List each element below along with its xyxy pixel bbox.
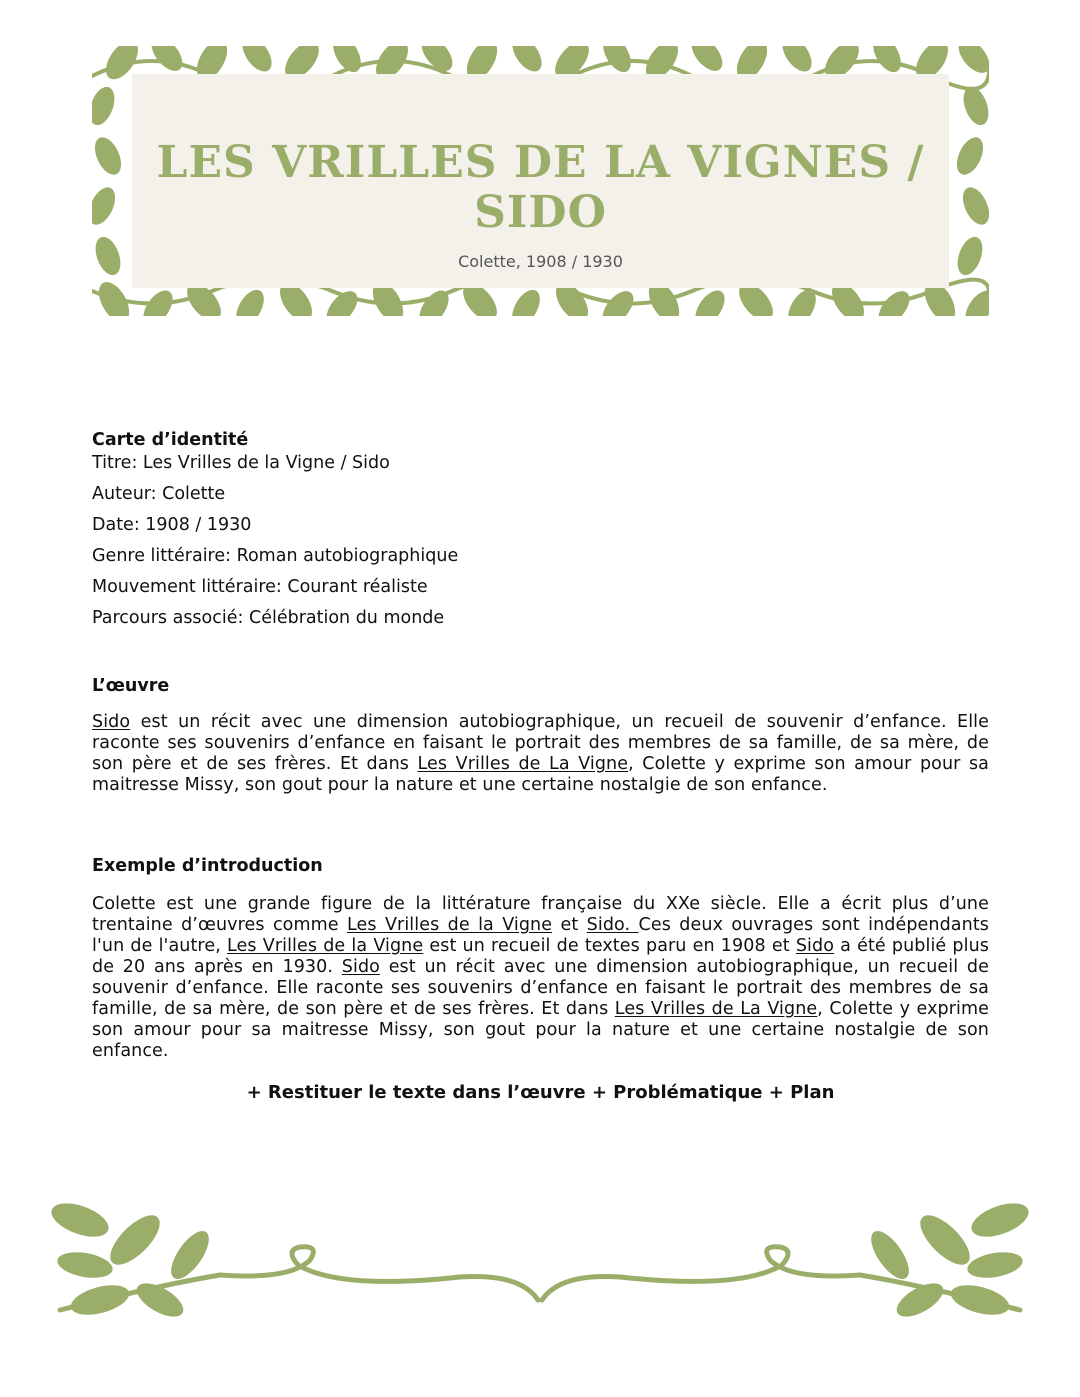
identity-heading: Carte d’identité xyxy=(92,430,249,450)
work-title-sido: Sido. xyxy=(586,915,639,935)
work-title-vrilles: Les Vrilles de La Vigne xyxy=(614,999,818,1019)
oeuvre-text-1: est un récit avec une dimension autobiographique, un recueil de souvenir d’enfance. Elle raconte ses souvenirs d’enfance en faisant le portrait des membres de sa famille, de sa mère, de son père et de ses frères. Et dans xyxy=(92,712,989,774)
intro-text-6: est un récit avec une dimension autobiographique, un recueil de souvenir d’enfance. Elle raconte ses souvenirs d’enfance en faisant le portrait des membres de sa famille, de sa mère, de son père et de ses frères. Et dans xyxy=(92,957,989,1019)
intro-paragraph xyxy=(92,894,989,1062)
header-banner xyxy=(92,46,989,316)
intro-heading: Exemple d’introduction xyxy=(92,856,323,876)
intro-footer-line: + Restituer le texte dans l’œuvre + Problématique + Plan xyxy=(246,1082,835,1103)
identity-section xyxy=(92,430,989,634)
intro-text-4: est un recueil de textes paru en 1908 et xyxy=(423,936,796,956)
oeuvre-heading: L’œuvre xyxy=(92,676,170,696)
intro-text-7: , Colette y exprime son amour pour sa maitresse Missy, son gout pour la nature et une certaine nostalgie de son enfance. xyxy=(92,999,990,1061)
work-title-sido: Sido xyxy=(795,936,835,956)
page-title: LES VRILLES DE LA VIGNES / SIDO xyxy=(156,137,925,238)
intro-text-3: Ces deux ouvrages sont indépendants l'un de l'autre, xyxy=(92,915,990,956)
footer-decoration xyxy=(40,1195,1040,1329)
vine-divider-icon xyxy=(40,1195,1040,1325)
identity-author: Auteur: Colette xyxy=(92,484,226,504)
identity-list xyxy=(92,448,989,634)
identity-title: Titre: Les Vrilles de la Vigne / Sido xyxy=(92,453,390,473)
title-box xyxy=(132,74,949,288)
main-content xyxy=(92,430,989,1103)
oeuvre-text-2: , Colette y exprime son amour pour sa maitresse Missy, son gout pour la nature et une certaine nostalgie de son enfance. xyxy=(92,754,989,795)
intro-section xyxy=(92,856,989,1103)
intro-text-2: et xyxy=(552,915,587,935)
work-title-vrilles: Les Vrilles de La Vigne xyxy=(417,754,629,774)
identity-parcours: Parcours associé: Célébration du monde xyxy=(92,608,445,628)
work-title-sido: Sido xyxy=(341,957,380,977)
work-title-vrilles: Les Vrilles de la Vigne xyxy=(227,936,424,956)
intro-text-1: Colette est une grande figure de la littérature française du XXe siècle. Elle a écrit plus d’une trentaine d’œuvres comme xyxy=(92,894,989,935)
identity-date: Date: 1908 / 1930 xyxy=(92,515,252,535)
identity-movement: Mouvement littéraire: Courant réaliste xyxy=(92,577,428,597)
identity-genre: Genre littéraire: Roman autobiographique xyxy=(92,546,459,566)
work-title-vrilles: Les Vrilles de la Vigne xyxy=(346,915,553,935)
work-title-sido: Sido xyxy=(92,712,131,732)
oeuvre-section xyxy=(92,676,989,796)
oeuvre-paragraph xyxy=(92,712,989,796)
page-subtitle: Colette, 1908 / 1930 xyxy=(458,252,623,271)
intro-text-5: a été publié plus de 20 ans après en 1930. xyxy=(92,936,990,977)
